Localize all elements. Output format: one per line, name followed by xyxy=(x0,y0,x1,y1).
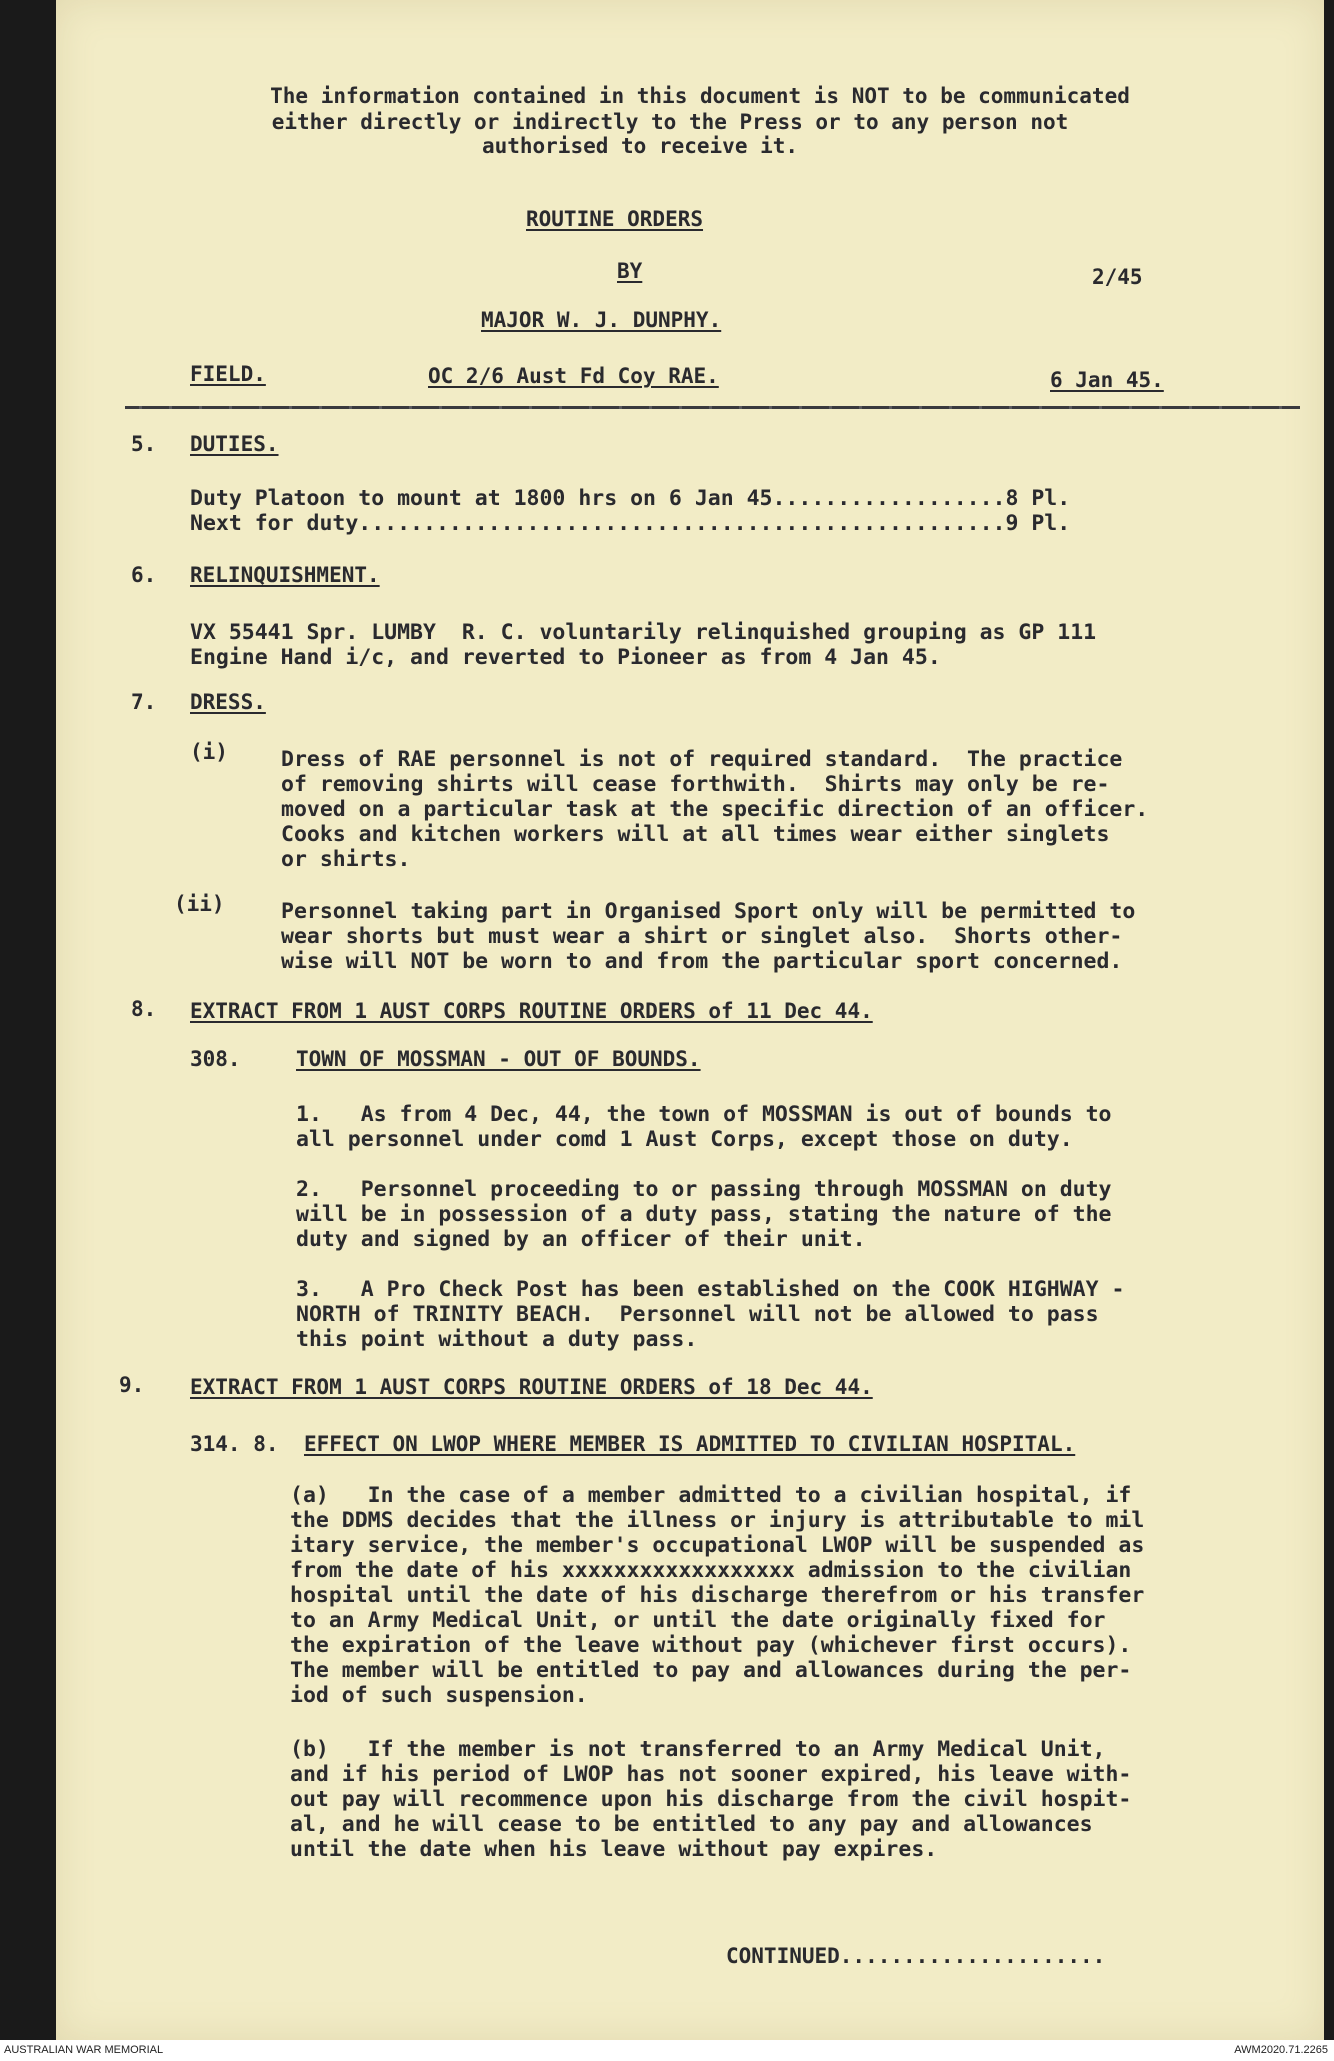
header-author: MAJOR W. J. DUNPHY. xyxy=(481,308,722,332)
extract2-sub-number: 314. 8. xyxy=(190,1432,279,1456)
extract1-para-3-line-2: NORTH of TRINITY BEACH. Personnel will not be allowed to pass xyxy=(296,1302,1099,1327)
extract2-para-b-line-5: until the date when his leave without pay expires. xyxy=(290,1837,938,1862)
extract1-para-3-line-1: 3. A Pro Check Post has been established on the COOK HIGHWAY - xyxy=(296,1277,1125,1302)
notice-line-3: authorised to receive it. xyxy=(481,134,799,158)
extract2-para-b-line-3: out pay will recommence upon his discharge from the civil hospit- xyxy=(290,1787,1132,1812)
header-divider xyxy=(125,406,1300,409)
extract2-para-a-line-4: from the date of his xxxxxxxxxxxxxxxxxx admission to the civilian xyxy=(290,1558,1132,1583)
dress-item-2-line-3: wise will NOT be worn to and from the particular sport concerned. xyxy=(281,949,1123,974)
dress-item-2-label: (ii) xyxy=(174,892,225,916)
duties-heading: DUTIES. xyxy=(190,432,279,456)
extract1-para-3-line-3: this point without a duty pass. xyxy=(296,1327,698,1352)
dress-item-1-label: (i) xyxy=(190,740,228,764)
duties-line-1: Duty Platoon to mount at 1800 hrs on 6 Jan 45..................8 Pl. xyxy=(190,486,1071,511)
archive-footer xyxy=(0,2040,1334,2061)
extract1-sub-number: 308. xyxy=(190,1047,241,1071)
order-number: 2/45 xyxy=(1092,265,1143,289)
notice-line-1: The information contained in this document is NOT to be communicated xyxy=(270,84,1130,108)
extract2-para-a-line-6: to an Army Medical Unit, or until the date originally fixed for xyxy=(290,1608,1106,1633)
dress-item-2-line-1: Personnel taking part in Organised Sport only will be permitted to xyxy=(281,899,1136,924)
dress-number: 7. xyxy=(131,690,157,714)
extract1-para-1-line-2: all personnel under comd 1 Aust Corps, except those on duty. xyxy=(296,1127,1073,1152)
dress-item-1-line-3: moved on a particular task at the specific direction of an officer. xyxy=(281,797,1149,822)
header-by: BY xyxy=(617,259,643,283)
notice-line-2: either directly or indirectly to the Press or to any person not xyxy=(271,110,1069,134)
extract2-heading: EXTRACT FROM 1 AUST CORPS ROUTINE ORDERS of 18 Dec 44. xyxy=(190,1375,873,1399)
dress-item-2-line-2: wear shorts but must wear a shirt or singlet also. Shorts other- xyxy=(281,924,1123,949)
extract1-para-2-line-2: will be in possession of a duty pass, stating the nature of the xyxy=(296,1202,1112,1227)
extract2-para-a-line-7: the expiration of the leave without pay (whichever first occurs). xyxy=(290,1633,1132,1658)
extract1-heading: EXTRACT FROM 1 AUST CORPS ROUTINE ORDERS of 11 Dec 44. xyxy=(190,999,873,1023)
continued-marker: CONTINUED..................... xyxy=(726,1944,1106,1968)
relinquishment-line-2: Engine Hand i/c, and reverted to Pioneer as from 4 Jan 45. xyxy=(190,645,941,670)
header-location: FIELD. xyxy=(190,362,266,386)
extract2-para-b-line-2: and if his period of LWOP has not sooner expired, his leave with- xyxy=(290,1762,1132,1787)
duties-number: 5. xyxy=(131,432,157,456)
extract1-para-2-line-3: duty and signed by an officer of their unit. xyxy=(296,1227,866,1252)
extract1-para-1-line-1: 1. As from 4 Dec, 44, the town of MOSSMAN is out of bounds to xyxy=(296,1102,1112,1127)
extract1-sub-heading: TOWN OF MOSSMAN - OUT OF BOUNDS. xyxy=(296,1047,701,1071)
extract2-sub-heading: EFFECT ON LWOP WHERE MEMBER IS ADMITTED TO CIVILIAN HOSPITAL. xyxy=(304,1432,1076,1456)
relinquishment-number: 6. xyxy=(131,563,157,587)
extract2-para-a-line-1: (a) In the case of a member admitted to a civilian hospital, if xyxy=(290,1483,1132,1508)
dress-item-1-line-2: of removing shirts will cease forthwith. Shirts may only be re- xyxy=(281,772,1110,797)
extract2-para-a-line-9: iod of such suspension. xyxy=(290,1683,588,1708)
extract2-para-a-line-3: itary service, the member's occupational LWOP will be suspended as xyxy=(290,1533,1145,1558)
extract1-para-2-line-1: 2. Personnel proceeding to or passing through MOSSMAN on duty xyxy=(296,1177,1112,1202)
extract2-para-a-line-2: the DDMS decides that the illness or injury is attributable to mil xyxy=(290,1508,1145,1533)
dress-heading: DRESS. xyxy=(190,690,266,714)
document-title: ROUTINE ORDERS xyxy=(526,207,704,231)
duties-line-2: Next for duty..................................................9 Pl. xyxy=(190,511,1071,536)
extract2-para-b-line-4: al, and he will cease to be entitled to any pay and allowances xyxy=(290,1812,1093,1837)
extract1-number: 8. xyxy=(131,997,157,1021)
extract2-para-a-line-5: hospital until the date of his discharge therefrom or his transfer xyxy=(290,1583,1145,1608)
extract2-number: 9. xyxy=(119,1373,145,1397)
header-unit: OC 2/6 Aust Fd Coy RAE. xyxy=(428,364,719,388)
dress-item-1-line-5: or shirts. xyxy=(281,847,411,872)
footer-right-text: AWM2020.71.2265 xyxy=(1234,2044,1328,2056)
dress-item-1-line-4: Cooks and kitchen workers will at all times wear either singlets xyxy=(281,822,1110,847)
header-date: 6 Jan 45. xyxy=(1050,368,1164,392)
footer-left-text: AUSTRALIAN WAR MEMORIAL xyxy=(4,2044,164,2056)
relinquishment-heading: RELINQUISHMENT. xyxy=(190,563,380,587)
dress-item-1-line-1: Dress of RAE personnel is not of required standard. The practice xyxy=(281,747,1123,772)
extract2-para-a-line-8: The member will be entitled to pay and allowances during the per- xyxy=(290,1658,1132,1683)
extract2-para-b-line-1: (b) If the member is not transferred to an Army Medical Unit, xyxy=(290,1737,1106,1762)
relinquishment-line-1: VX 55441 Spr. LUMBY R. C. voluntarily relinquished grouping as GP 111 xyxy=(190,620,1097,645)
